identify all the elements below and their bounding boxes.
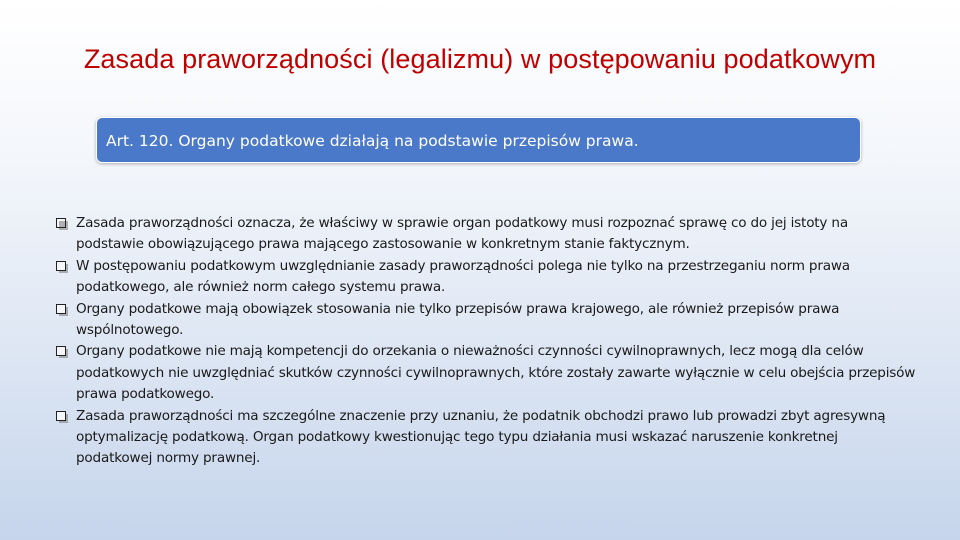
article-box: [96, 117, 861, 163]
list-item: [56, 256, 916, 299]
bullet-list: [56, 213, 916, 470]
bullet-text: Organy podatkowe nie mają kompetencji do orzekania o nieważności czynności cywilnoprawnych, lecz mogą dla celów podatkowych nie uwzględniać skutków czynności cywilnoprawnych, które zostały zawarte wyłącznie w celu obejścia przepisów prawa podatkowego.: [76, 343, 916, 403]
checkbox-icon: [56, 256, 76, 299]
bullet-text: Zasada praworządności oznacza, że właściwy w sprawie organ podatkowy musi rozpoznać sprawę co do jej istoty na podstawie obowiązującego prawa mającego zastosowanie w konkretnym stanie faktycznym.: [76, 215, 848, 253]
list-item: [56, 213, 916, 256]
bullet-text: W postępowaniu podatkowym uwzględnianie zasady praworządności polega nie tylko na przestrzeganiu norm prawa podatkowego, ale również norm całego systemu prawa.: [76, 257, 850, 296]
checkbox-icon: [56, 213, 76, 256]
article-text: Art. 120. Organy podatkowe działają na podstawie przepisów prawa.: [106, 132, 639, 150]
checkbox-icon: [56, 406, 76, 470]
list-item: [56, 341, 916, 405]
slide-title: Zasada praworządności (legalizmu) w postępowaniu podatkowym: [83, 44, 877, 74]
checkbox-icon: [56, 341, 76, 405]
checkbox-icon: [56, 299, 76, 342]
bullet-text: Organy podatkowe mają obowiązek stosowania nie tylko przepisów prawa krajowego, ale również przepisów prawa wspólnotowego.: [76, 300, 840, 339]
list-item: [56, 406, 916, 470]
bullet-text: Zasada praworządności ma szczególne znaczenie przy uznaniu, że podatnik obchodzi prawo lub prowadzi zbyt agresywną optymalizację podatkową. Organ podatkowy kwestionując tego typu działania musi wskazać naruszenie konkretnej podatkowej normy prawnej.: [76, 407, 886, 467]
list-item: [56, 299, 916, 342]
